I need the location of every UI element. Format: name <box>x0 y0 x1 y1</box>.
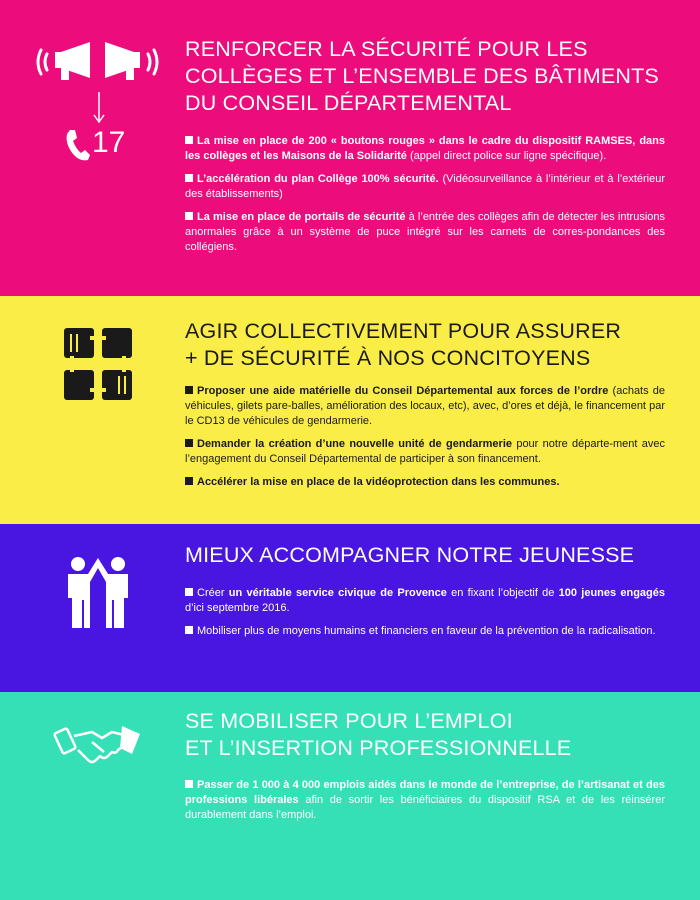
bullet-item: Créer un véritable service civique de Provence en fixant l’objectif de 100 jeunes engagés d’ici septembre 2016. <box>185 587 666 614</box>
bullet-item: Accélérer la mise en place de la vidéoprotection dans les communes. <box>185 475 665 490</box>
bullet-item: Proposer une aide matérielle du Conseil Départemental aux forces de l’ordre (achats de véhicules, gilets pare-balles, amélioration des locaux, etc), avec, d’ores et déjà, le financement par le CD13 de véhicules de gendarmerie. <box>185 385 666 427</box>
bullet-list <box>185 384 665 498</box>
bullet-item: Passer de 1 000 à 4 000 emplois aidés dans le monde de l’entreprise, de l’artisanat et des professions libérales afin de sortir les bénéficiaires du dispositif RSA et de les réinsérer durablement dans l’emploi. <box>185 779 665 821</box>
bullet-list <box>185 778 665 831</box>
bullet-item: Mobiliser plus de moyens humains et financiers en faveur de la prévention de la radicalisation. <box>185 624 665 639</box>
section-emploi <box>0 692 700 900</box>
joined-hands-icon <box>60 326 136 407</box>
section-title: SE MOBILISER POUR L’EMPLOI ET L’INSERTION PROFESSIONNELLE <box>185 709 572 760</box>
emergency-number: 17 <box>92 126 126 159</box>
bullet-item: L’accélération du plan Collège 100% sécurité. (Vidéosurveillance à l’intérieur et à l’extérieur des établissements) <box>185 173 665 200</box>
bullet-list <box>185 586 665 647</box>
arrow-down-icon <box>91 92 107 129</box>
section-jeunesse <box>0 524 700 692</box>
bullet-list <box>185 134 665 263</box>
section-agir-collectivement <box>0 296 700 524</box>
section-securite-colleges <box>0 0 700 296</box>
bullet-item: La mise en place de 200 « boutons rouges » dans le cadre du dispositif RAMSES, dans les collèges et les Maisons de la Solidarité (appel direct police sur ligne spécifique). <box>185 135 665 162</box>
section-title: MIEUX ACCOMPAGNER NOTRE JEUNESSE <box>185 543 635 567</box>
two-people-high-five-icon <box>62 552 134 635</box>
bullet-item: Demander la création d’une nouvelle unité de gendarmerie pour notre départe-ment avec l’engagement du Conseil Départemental de participer à son financement. <box>185 438 665 465</box>
megaphone-icon <box>35 38 160 91</box>
section-title: RENFORCER LA SÉCURITÉ POUR LES COLLÈGES ET L’ENSEMBLE DES BÂTIMENTS DU CONSEIL DÉPARTEMENTAL <box>185 37 659 115</box>
phone-icon <box>64 128 90 167</box>
section-title: AGIR COLLECTIVEMENT POUR ASSURER + DE SÉCURITÉ À NOS CONCITOYENS <box>185 319 622 370</box>
bullet-item: La mise en place de portails de sécurité à l’entrée des collèges afin de détecter les intrusions anormales grâce à un système de puce intégré sur les carnets de corres-pondances des collégiens. <box>185 211 665 253</box>
handshake-icon <box>52 720 144 773</box>
